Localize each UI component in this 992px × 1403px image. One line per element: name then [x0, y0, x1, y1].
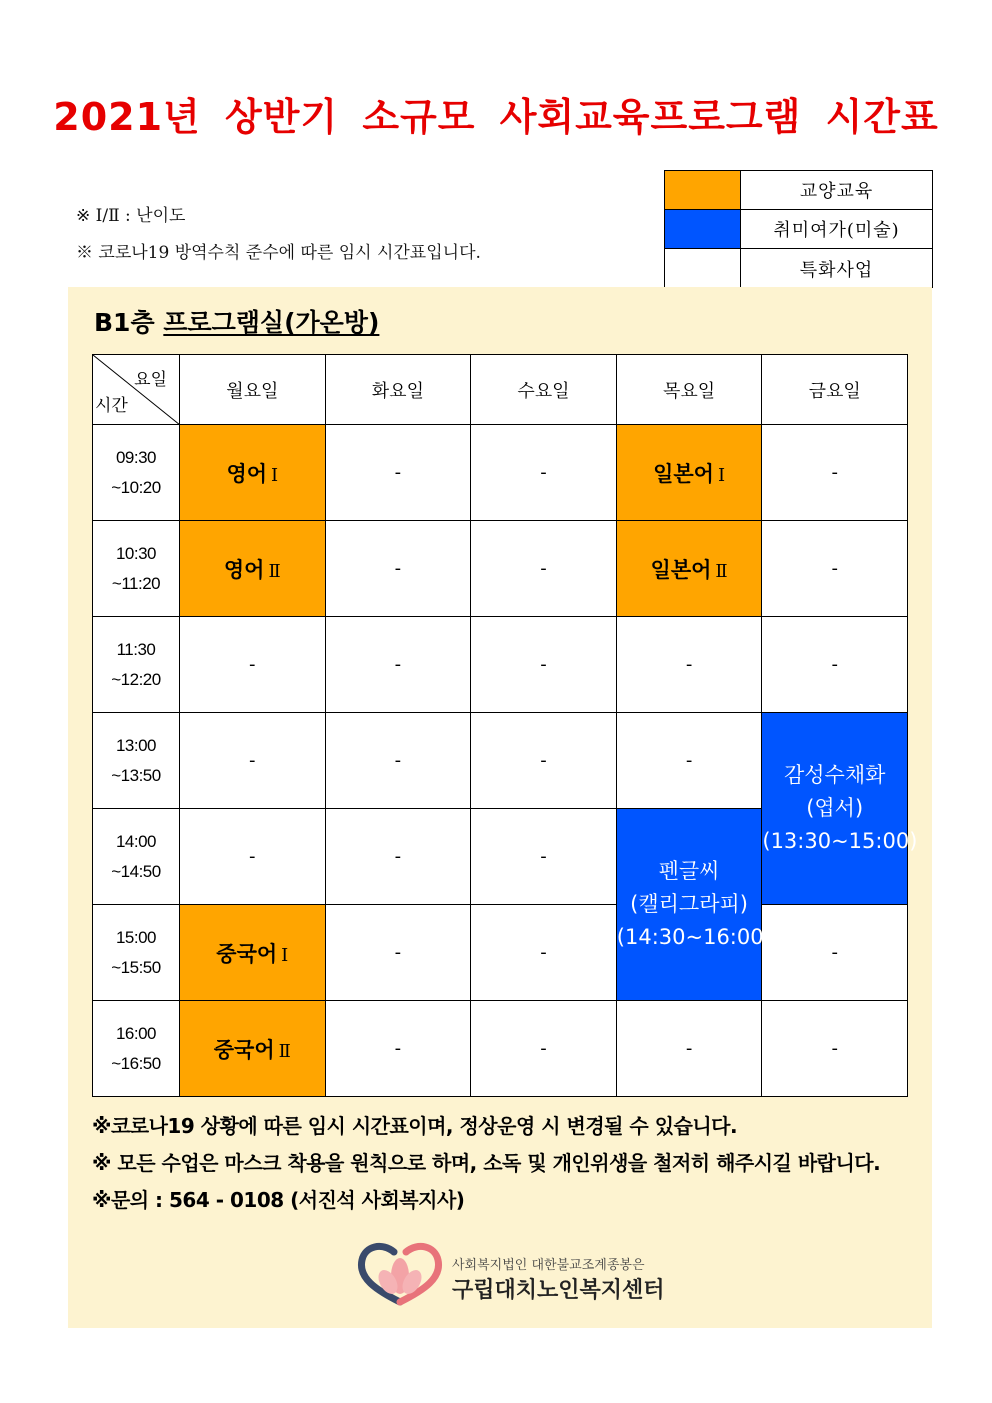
empty-cell: -: [325, 521, 471, 617]
class-level: Ⅱ: [278, 1040, 291, 1062]
center-logo: [356, 1240, 686, 1310]
legend-swatch-orange: [665, 171, 741, 210]
class-level: Ⅱ: [715, 560, 728, 582]
class-level: Ⅰ: [717, 464, 726, 486]
footnote-contact: ※문의 : 564 - 0108 (서진석 사회복지사): [92, 1188, 465, 1212]
class-time: (13:30~15:00): [762, 829, 918, 853]
legend-label: 교양교육: [741, 171, 933, 210]
class-name: 중국어: [213, 1037, 275, 1062]
lotus-heart-logo-icon: [356, 1240, 444, 1306]
footnote-mask: ※ 모든 수업은 마스크 착용을 원칙으로 하며, 소독 및 개인위생을 철저히 해주시길 바랍니다.: [92, 1151, 881, 1175]
time-cell: [93, 905, 180, 1001]
empty-cell: -: [471, 713, 617, 809]
table-row: [93, 1001, 908, 1097]
time-cell: [93, 617, 180, 713]
time-start: 09:30: [115, 447, 157, 467]
class-cell: [616, 425, 762, 521]
day-header: 월요일: [180, 355, 326, 425]
legend-item-hobby: [665, 210, 933, 249]
empty-cell: -: [325, 1001, 471, 1097]
time-start: 16:00: [115, 1023, 157, 1043]
time-end: ~11:20: [111, 573, 161, 593]
legend-swatch-blue: [665, 210, 741, 249]
class-name: 감성수채화: [783, 763, 886, 787]
class-name: 영어: [226, 461, 268, 486]
empty-cell: -: [325, 713, 471, 809]
empty-cell: -: [762, 617, 908, 713]
footnotes: [92, 1108, 880, 1219]
empty-cell: -: [762, 1001, 908, 1097]
time-start: 10:30: [115, 543, 157, 563]
empty-cell: -: [471, 809, 617, 905]
table-row: [93, 617, 908, 713]
time-start: 11:30: [116, 639, 156, 659]
class-cell-watercolor: [762, 713, 918, 905]
class-cell: [180, 905, 326, 1001]
time-cell: [93, 809, 180, 905]
class-name: 영어: [223, 557, 265, 582]
legend-label: 특화사업: [741, 249, 933, 288]
class-name: 일본어: [650, 557, 712, 582]
empty-cell: -: [325, 617, 471, 713]
empty-cell: -: [180, 617, 326, 713]
empty-cell: -: [180, 809, 326, 905]
time-end: ~15:50: [111, 957, 161, 977]
table-row: [93, 905, 908, 1001]
day-header: 목요일: [616, 355, 762, 425]
empty-cell: -: [325, 809, 471, 905]
header-row: [93, 355, 908, 425]
table-row: [93, 713, 908, 809]
time-cell: [93, 425, 180, 521]
empty-cell: -: [325, 905, 471, 1001]
schedule-table: [92, 354, 918, 1097]
table-row: [93, 425, 908, 521]
legend-item-special: [665, 249, 933, 288]
time-cell: [93, 713, 180, 809]
corner-cell: [93, 355, 180, 425]
class-cell: [180, 425, 326, 521]
empty-cell: -: [616, 617, 762, 713]
time-start: 14:00: [115, 831, 157, 851]
time-end: ~14:50: [111, 861, 161, 881]
covid-note: ※ 코로나19 방역수칙 준수에 따른 임시 시간표입니다.: [76, 243, 481, 263]
empty-cell: -: [471, 1001, 617, 1097]
time-cell: [93, 521, 180, 617]
class-level: Ⅱ: [268, 560, 281, 582]
time-cell: [93, 1001, 180, 1097]
empty-cell: -: [762, 521, 908, 617]
class-cell: [180, 521, 326, 617]
time-start: 13:00: [115, 735, 157, 755]
empty-cell: -: [616, 1001, 762, 1097]
logo-name: 구립대치노인복지센터: [452, 1278, 665, 1303]
time-end: ~16:50: [111, 1053, 161, 1073]
room-name: 프로그램실(가온방): [163, 308, 380, 337]
empty-cell: -: [471, 425, 617, 521]
table-row: [93, 521, 908, 617]
legend-swatch-white: [665, 249, 741, 288]
empty-cell: -: [471, 905, 617, 1001]
empty-cell: -: [180, 713, 326, 809]
day-header: 수요일: [471, 355, 617, 425]
logo-subtitle: 사회복지법인 대한불교조계종봉은: [452, 1258, 645, 1273]
day-header: 금요일: [762, 355, 908, 425]
class-cell: [616, 521, 762, 617]
footnote-temporary: ※코로나19 상황에 따른 임시 시간표이며, 정상운영 시 변경될 수 있습니다.: [92, 1114, 738, 1138]
class-level: Ⅰ: [271, 464, 279, 486]
room-floor: B1층: [94, 308, 155, 337]
legend-item-culture: [665, 171, 933, 210]
empty-cell: -: [471, 617, 617, 713]
room-title: [94, 303, 379, 339]
legend: [664, 170, 933, 288]
empty-cell: -: [762, 425, 908, 521]
class-subtitle: (엽서): [806, 796, 864, 820]
day-header: 화요일: [325, 355, 471, 425]
time-end: ~13:50: [111, 765, 161, 785]
legend-label: 취미여가(미술): [741, 210, 933, 249]
class-name: 중국어: [216, 941, 278, 966]
empty-cell: -: [616, 713, 762, 809]
class-time: (14:30~16:00): [616, 925, 772, 949]
class-level: Ⅰ: [281, 944, 289, 966]
class-cell: [180, 1001, 326, 1097]
class-name: 일본어: [653, 461, 714, 486]
time-start: 15:00: [115, 927, 157, 947]
difficulty-note: ※ Ⅰ/Ⅱ : 난이도: [76, 206, 186, 226]
empty-cell: -: [471, 521, 617, 617]
corner-day-label: 요일: [134, 370, 167, 390]
empty-cell: -: [325, 425, 471, 521]
class-name: 펜글씨: [658, 859, 720, 883]
class-cell-calligraphy: [616, 809, 772, 1001]
corner-time-label: 시간: [95, 396, 128, 416]
time-end: ~10:20: [111, 477, 161, 497]
empty-cell: -: [762, 905, 908, 1001]
class-subtitle: (캘리그라피): [630, 892, 748, 916]
page-title: 2021년 상반기 소규모 사회교육프로그램 시간표: [53, 95, 939, 139]
time-end: ~12:20: [111, 669, 161, 689]
